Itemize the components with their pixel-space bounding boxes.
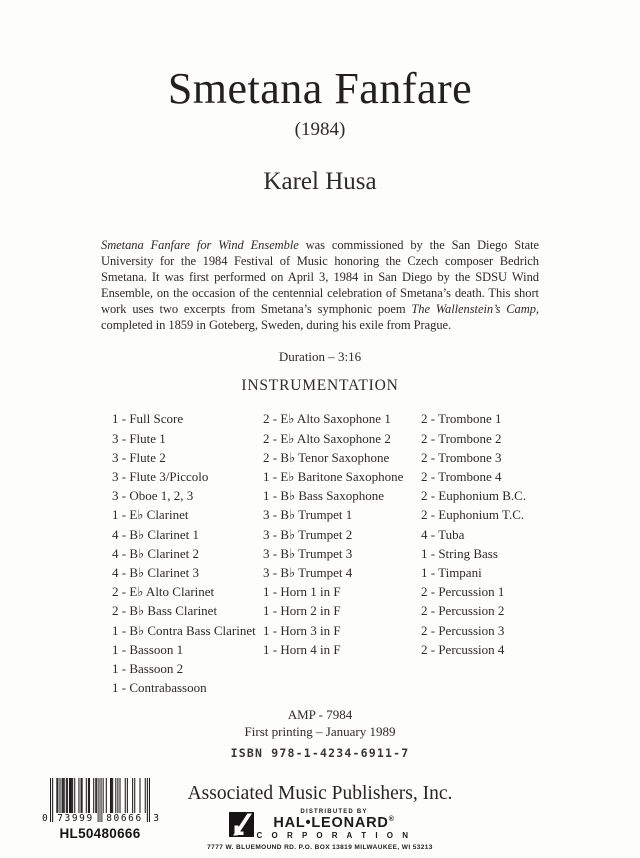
publisher-name: Associated Music Publishers, Inc. [187, 783, 453, 805]
barcode [38, 778, 162, 841]
barcode-digit-left: 0 [42, 813, 48, 824]
instrument-line: 3 - B♭ Trumpet 1 [263, 507, 353, 523]
instrument-line: 3 - B♭ Trumpet 2 [263, 526, 353, 542]
instrument-line: 2 - Trombone 4 [421, 469, 502, 485]
instrument-line: 1 - String Bass [421, 545, 498, 561]
instrument-line: 1 - Full Score [112, 411, 184, 427]
instrument-line: 2 - Percussion 2 [421, 603, 505, 619]
instrument-line: 3 - B♭ Trumpet 3 [263, 545, 353, 561]
note-body-2: , completed in 1859 in Goteberg, Sweden, during his exile from Prague. [101, 301, 539, 332]
instrument-line: 4 - B♭ Clarinet 3 [112, 565, 200, 581]
instrument-line: 1 - E♭ Baritone Saxophone [263, 469, 404, 485]
instrument-line: 4 - B♭ Clarinet 2 [112, 545, 200, 561]
instrument-line: 2 - Euphonium T.C. [421, 507, 525, 523]
barcode-group-2: 80666 [103, 813, 146, 824]
instrument-line: 3 - Flute 3/Piccolo [112, 469, 209, 485]
printing-line: First printing – January 1989 [244, 724, 396, 740]
instrument-line: 1 - Contrabassoon [112, 680, 207, 696]
distributor-subname: C O R P O R A T I O N [256, 831, 412, 841]
page-title: Smetana Fanfare [167, 64, 473, 113]
instrument-line: 3 - Oboe 1, 2, 3 [112, 488, 194, 504]
hal-leonard-logo [229, 812, 254, 837]
instrument-line: 2 - B♭ Tenor Saxophone [263, 449, 390, 465]
instrument-line: 4 - B♭ Clarinet 1 [112, 526, 200, 542]
instrument-line: 4 - Tuba [421, 526, 465, 542]
distributor-address: 7777 W. BLUEMOUND RD. P.O. BOX 13819 MILWAUKEE, WI 53213 [207, 843, 433, 851]
instrumentation-list [112, 409, 640, 697]
instrument-line: 3 - Flute 2 [112, 449, 166, 465]
instrument-line: 2 - E♭ Alto Clarinet [112, 584, 215, 600]
instrument-line: 1 - Bassoon 2 [112, 661, 184, 677]
instrument-line: 1 - B♭ Contra Bass Clarinet [112, 622, 256, 638]
instrument-line: 3 - B♭ Trumpet 4 [263, 565, 353, 581]
instrument-line: 2 - Percussion 3 [421, 622, 505, 638]
instrument-line: 2 - Percussion 1 [421, 584, 505, 600]
instrument-line: 2 - Percussion 4 [421, 641, 505, 657]
distributed-by-label: DISTRIBUTED BY [300, 809, 368, 816]
hl-catalog-number: HL50480666 [59, 826, 141, 841]
instrument-line: 1 - Timpani [421, 565, 482, 581]
distributor-name: HAL•LEONARD® [273, 815, 395, 832]
instrumentation-column-2 [263, 409, 421, 697]
isbn-line: ISBN 978-1-4234-6911-7 [230, 746, 410, 761]
work-title-italic: Smetana Fanfare for Wind Ensemble [101, 238, 299, 253]
instrument-line: 2 - Trombone 2 [421, 430, 502, 446]
instrument-line: 3 - Flute 1 [112, 430, 166, 446]
catalog-block [0, 706, 640, 762]
note-body-1: was commissioned by the San Diego State University for the 1984 Festival of Music honoring the Czech composer Bedrich Smetana. It was first performed on April 3, 1984 in San Diego by the SDSU Wind Ensemble, on the occasion of the centennial celebration of Smetana’s death. This short work uses two excerpts from Smetana’s symphonic poem [101, 238, 539, 316]
instrument-line: 2 - E♭ Alto Saxophone 1 [263, 411, 391, 427]
instrument-line: 1 - Bassoon 1 [112, 641, 184, 657]
barcode-digit-right: 3 [153, 813, 159, 824]
composition-year: (1984) [294, 119, 346, 141]
duration-line: Duration – 3:16 [278, 349, 362, 365]
instrument-line: 2 - B♭ Bass Clarinet [112, 603, 218, 619]
instrument-line: 2 - Trombone 1 [421, 411, 502, 427]
instrument-line: 1 - Horn 2 in F [263, 603, 341, 619]
instrument-line: 1 - Horn 1 in F [263, 584, 341, 600]
instrumentation-column-1 [112, 409, 263, 697]
composer-name: Karel Husa [263, 168, 377, 196]
instrument-line: 1 - Horn 3 in F [263, 622, 341, 638]
commission-note [101, 238, 539, 333]
instrument-line: 1 - Horn 4 in F [263, 641, 341, 657]
instrument-line: 1 - E♭ Clarinet [112, 507, 189, 523]
catalog-number: AMP - 7984 [287, 707, 353, 723]
instrument-line: 1 - B♭ Bass Saxophone [263, 488, 384, 504]
instrumentation-heading: INSTRUMENTATION [241, 377, 399, 395]
instrument-line: 2 - Euphonium B.C. [421, 488, 527, 504]
instrument-line: 2 - Trombone 3 [421, 449, 502, 465]
instrumentation-column-3 [421, 409, 571, 697]
instrument-line: 2 - E♭ Alto Saxophone 2 [263, 430, 391, 446]
registered-mark: ® [388, 816, 395, 824]
barcode-group-1: 73999 [54, 813, 97, 824]
quoted-work-italic: The Wallenstein’s Camp [411, 301, 536, 316]
